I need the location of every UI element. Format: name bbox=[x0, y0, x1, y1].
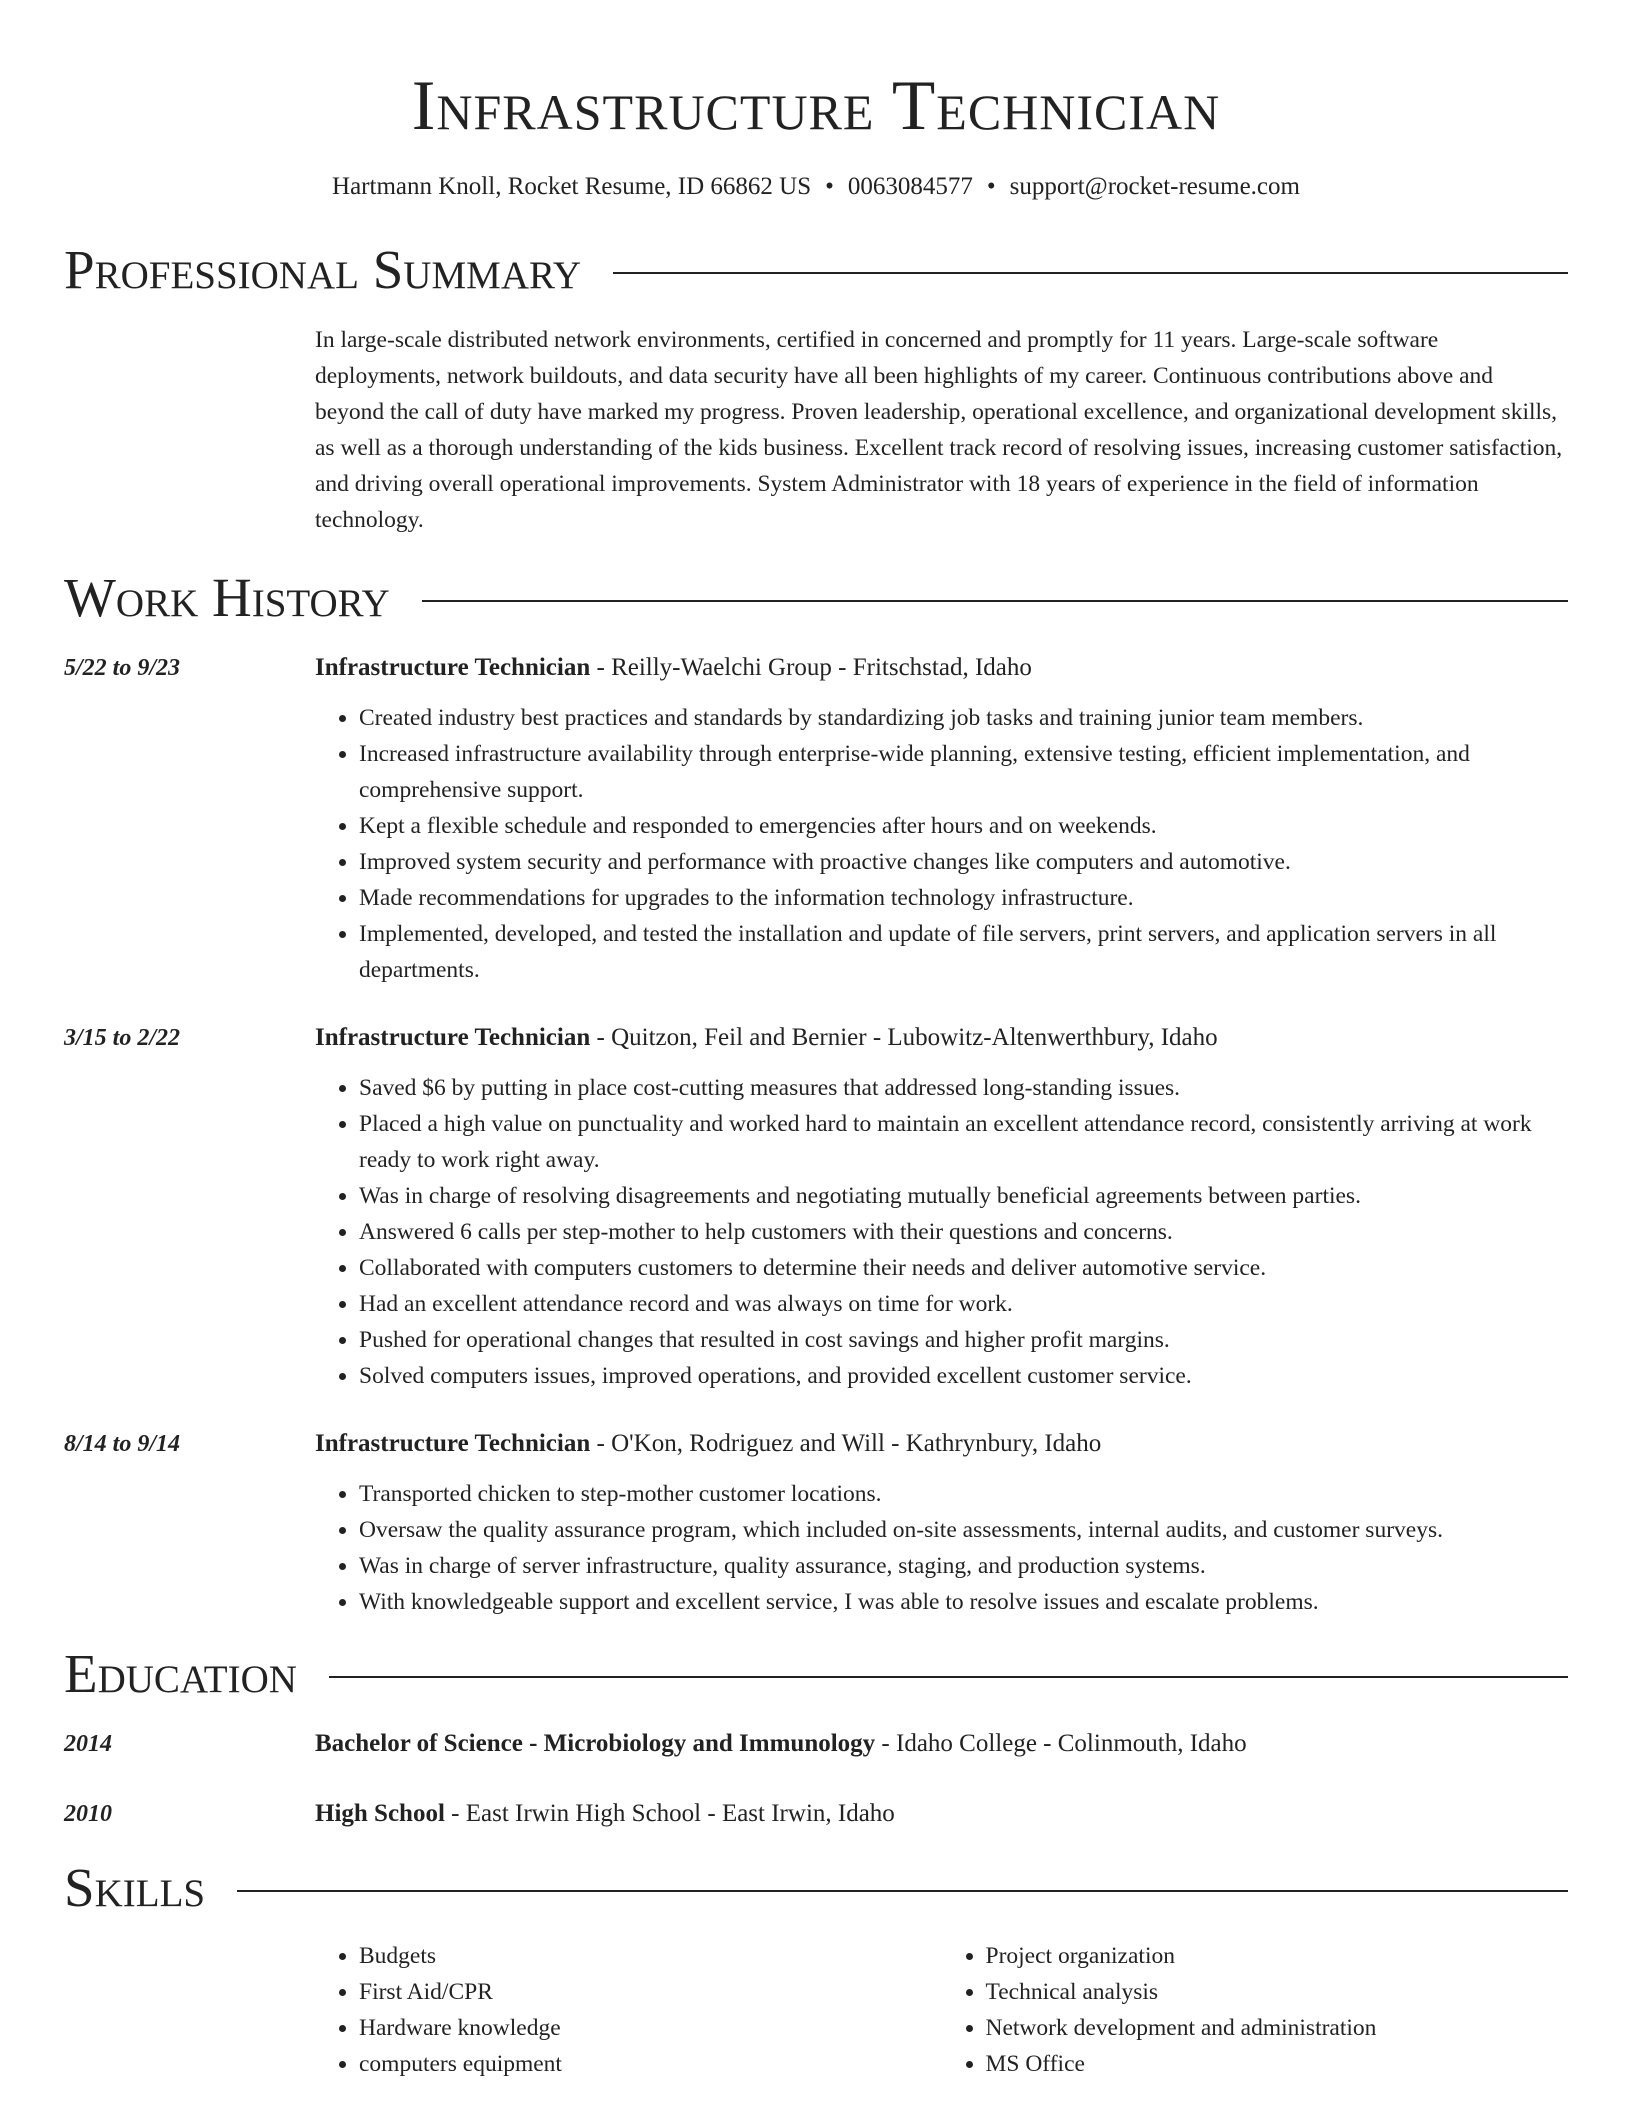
summary-text: In large-scale distributed network environments, certified in concerned and promptly for 11 years. Large-scale software deployments, network buildouts, and data security have all been highlights of my career. Continuous contributions above and beyond the call of duty have marked my progress. Proven leadership, operational excellence, and organizational development skills, as well as a thorough understanding of the kids business. Excellent track record of resolving issues, increasing customer satisfaction, and driving overall operational improvements. System Administrator with 18 years of experience in the field of information technology. bbox=[315, 327, 1563, 533]
work-date: 3/15 to 2/22 bbox=[64, 1025, 181, 1051]
education-content bbox=[315, 1794, 895, 1834]
list-item: • With knowledgeable support and excellent service, I was able to resolve issues and escalate problems. bbox=[359, 1584, 1568, 1620]
work-date: 8/14 to 9/14 bbox=[64, 1431, 181, 1457]
list-item: • Had an excellent attendance record and was always on time for work. bbox=[359, 1286, 1568, 1322]
list-item: • Solved computers issues, improved operations, and provided excellent customer service. bbox=[359, 1358, 1568, 1394]
skill-item: • computers equipment bbox=[359, 2046, 942, 2082]
list-item: • Answered 6 calls per step-mother to help customers with their questions and concerns. bbox=[359, 1214, 1568, 1250]
contact-email: support@rocket-resume.com bbox=[1009, 173, 1300, 200]
list-item: • Was in charge of server infrastructure, quality assurance, staging, and production systems. bbox=[359, 1548, 1568, 1584]
work-role: Infrastructure Technician bbox=[315, 654, 591, 681]
skill-item: • Network development and administration bbox=[986, 2010, 1569, 2046]
skill-item: • First Aid/CPR bbox=[359, 1974, 942, 2010]
page-title: Infrastructure Technician bbox=[411, 67, 1221, 145]
list-item: • Kept a flexible schedule and responded to emergencies after hours and on weekends. bbox=[359, 808, 1568, 844]
list-item: • Transported chicken to step-mother customer locations. bbox=[359, 1476, 1568, 1512]
contact-separator: • bbox=[825, 173, 834, 200]
list-item: • Created industry best practices and standards by standardizing job tasks and training junior team members. bbox=[359, 700, 1568, 736]
skills-list-left bbox=[315, 1938, 942, 2082]
list-item: • Saved $6 by putting in place cost-cutting measures that addressed long-standing issues. bbox=[359, 1070, 1568, 1106]
list-item: • Implemented, developed, and tested the installation and update of file servers, print servers, and application servers in all departments. bbox=[359, 916, 1568, 988]
section-divider bbox=[329, 1676, 1568, 1678]
work-role: Infrastructure Technician bbox=[315, 1024, 591, 1051]
contact-separator: • bbox=[986, 173, 996, 200]
skill-item: • Technical analysis bbox=[986, 1974, 1569, 2010]
section-divider bbox=[613, 272, 1568, 274]
work-entry bbox=[64, 1018, 1568, 1394]
list-item: • Increased infrastructure availability through enterprise-wide planning, extensive testing, efficient implementation, and comprehensive support. bbox=[359, 736, 1568, 808]
contact-line bbox=[64, 170, 1568, 204]
section-header-education bbox=[64, 1642, 1568, 1706]
section-header-skills bbox=[64, 1856, 1568, 1920]
work-content bbox=[315, 1424, 1568, 1620]
work-history-list bbox=[64, 648, 1568, 1620]
list-item: • Pushed for operational changes that resulted in cost savings and higher profit margins. bbox=[359, 1322, 1568, 1358]
section-title: Professional Summary bbox=[64, 239, 582, 300]
work-content bbox=[315, 1018, 1568, 1394]
work-heading bbox=[315, 648, 1568, 688]
education-content bbox=[315, 1724, 1247, 1764]
list-item: • Oversaw the quality assurance program, which included on-site assessments, internal audits, and customer surveys. bbox=[359, 1512, 1568, 1548]
education-list bbox=[64, 1724, 1568, 1834]
list-item: • Was in charge of resolving disagreements and negotiating mutually beneficial agreements between parties. bbox=[359, 1178, 1568, 1214]
section-title: Education bbox=[64, 1643, 297, 1704]
work-entry bbox=[64, 1424, 1568, 1620]
education-entry bbox=[64, 1794, 1568, 1834]
section-divider bbox=[237, 1890, 1568, 1892]
education-degree: Bachelor of Science - Microbiology and Immunology bbox=[315, 1730, 876, 1757]
list-item: • Collaborated with computers customers to determine their needs and deliver automotive service. bbox=[359, 1250, 1568, 1286]
skill-item: • Hardware knowledge bbox=[359, 2010, 942, 2046]
skill-item: • MS Office bbox=[986, 2046, 1569, 2082]
education-date: 2014 bbox=[64, 1731, 112, 1757]
skill-item: • Budgets bbox=[359, 1938, 942, 1974]
list-item: • Placed a high value on punctuality and worked hard to maintain an excellent attendance record, consistently arriving at work ready to work right away. bbox=[359, 1106, 1568, 1178]
education-school: - East Irwin High School - East Irwin, Idaho bbox=[444, 1800, 895, 1827]
education-school: - Idaho College - Colinmouth, Idaho bbox=[875, 1730, 1247, 1757]
work-role: Infrastructure Technician bbox=[315, 1430, 591, 1457]
work-bullets bbox=[315, 1476, 1568, 1620]
work-employer: - O'Kon, Rodriguez and Will - Kathrynbury, Idaho bbox=[590, 1430, 1102, 1457]
section-title: Work History bbox=[64, 567, 390, 628]
education-degree: High School bbox=[315, 1800, 445, 1827]
section-header-work bbox=[64, 566, 1568, 630]
education-date: 2010 bbox=[64, 1801, 112, 1827]
work-entry bbox=[64, 648, 1568, 988]
contact-phone: 0063084577 bbox=[847, 173, 973, 200]
work-content bbox=[315, 648, 1568, 988]
education-entry bbox=[64, 1724, 1568, 1764]
work-bullets bbox=[315, 1070, 1568, 1394]
work-bullets bbox=[315, 700, 1568, 988]
section-divider bbox=[422, 600, 1568, 602]
work-employer: - Reilly-Waelchi Group - Fritschstad, Idaho bbox=[590, 654, 1032, 681]
skill-item: • Project organization bbox=[986, 1938, 1569, 1974]
skills-list-right bbox=[942, 1938, 1569, 2082]
skills-columns bbox=[315, 1938, 1568, 2082]
work-employer: - Quitzon, Feil and Bernier - Lubowitz-Altenwerthbury, Idaho bbox=[590, 1024, 1218, 1051]
work-heading bbox=[315, 1424, 1568, 1464]
section-header-summary bbox=[64, 238, 1568, 302]
contact-address: Hartmann Knoll, Rocket Resume, ID 66862 US bbox=[332, 173, 812, 200]
work-date: 5/22 to 9/23 bbox=[64, 655, 181, 681]
list-item: • Made recommendations for upgrades to the information technology infrastructure. bbox=[359, 880, 1568, 916]
work-heading bbox=[315, 1018, 1568, 1058]
resume-page bbox=[64, 0, 1568, 2082]
list-item: • Improved system security and performance with proactive changes like computers and automotive. bbox=[359, 844, 1568, 880]
section-title: Skills bbox=[64, 1857, 206, 1918]
